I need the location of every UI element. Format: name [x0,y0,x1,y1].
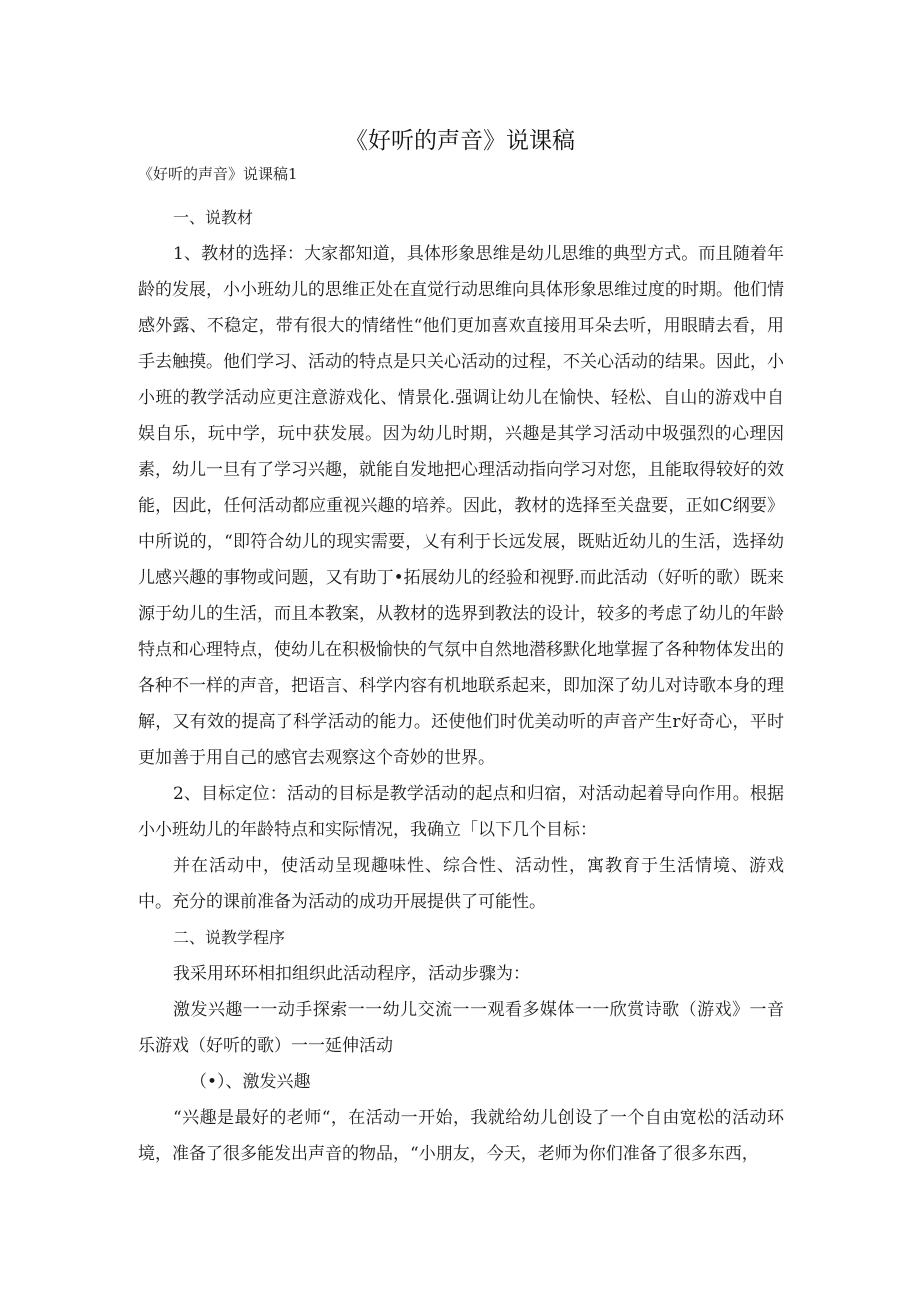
paragraph-activity-preparation: 并在活动中，使活动呈现趣味性、综合性、活动性，寓教育于生活情境、游戏中。充分的课前准备为活动的成功开展提供了可能性。 [138,856,784,912]
paragraph-material-selection: 1、教材的选择：大家都知道，具体形象思维是幼儿思维的典型方式。而且随着年龄的发展，小小班幼儿的思维正处在直觉行动思维向具体形象思维过度的时期。他们情感外露、不稳定，带有很大的情绪性“他们更加喜欢直接用耳朵去听，用眼睛去看，用手去触摸。他们学习、活动的特点是只关心活动的过程，不关心活动的结果。因此，小小班的教学活动应更注意游戏化、情景化.强调让幼儿在愉快、轻松、自山的游戏中自娱自乐，玩中学，玩中获发展。因为幼儿时期，兴趣是其学习活动中圾强烈的心理因素，幼儿一旦有了学习兴趣，就能自发地把心理活动指向学习对您，且能取得较好的效能，因此，任何活动都应重视兴趣的培养。因此，教材的选择至关盘要，正如C纲要》中所说的，“即符合幼儿的现实需要，乂有利于长远发展，既贴近幼儿的生活，选择幼儿感兴趣的事物或问题，又有助丁•拓展幼儿的经验和视野.而此活动（好听的歌）既来源于幼儿的生活，而且本教案，从教材的选界到教法的设计，较多的考虑了幼儿的年龄特点和心理特点，使幼儿在积极愉快的气氛中自然地潜移默化地掌握了各种物体发出的各种不一样的声音，把语言、科学内容有机地联系起来，即加深了幼儿对诗歌本身的理解，又有效的提高了科学活动的能力。还使他们时优美动听的声音产生r好奇心，平时更加善于用自己的感官去观察这个奇妙的世界。 [138,244,784,768]
document-title: 《好听的声音》说课稿 [345,128,575,154]
document-body [138,200,784,1172]
paragraph-activity-steps: 激发兴趣一一动手探索一一幼儿交流一一观看多媒体一一欣赏诗歌（游戏》一音乐游戏（好听的歌）一一延伸活动 [138,1000,784,1056]
section-heading-teaching-procedure: 二、说教学程序 [173,928,286,947]
section-heading-teaching-material: 一、说教材 [173,208,254,227]
paragraph-interest-intro: “兴趣是最好的老师“，在活动一开始，我就给幼儿创设了一个自由宽松的活动环境，准备了很多能发出声音的物品，“小朋友，今天，老师为你们准备了很多东西， [138,1108,784,1164]
subsection-heading-stimulate-interest: （•）、激发兴趣 [190,1072,311,1092]
document-subtitle: 《好听的声音》说课稿1 [138,165,298,183]
paragraph-procedure-intro: 我采用环环相扣组织此活动程序，活动步骤为： [173,964,530,984]
paragraph-goal-setting: 2、目标定位：活动的目标是教学活动的起点和归宿，对活动起着导向作用。根据小小班幼儿的年龄特点和实际情况，我确立「以下几个目标： [138,784,784,840]
